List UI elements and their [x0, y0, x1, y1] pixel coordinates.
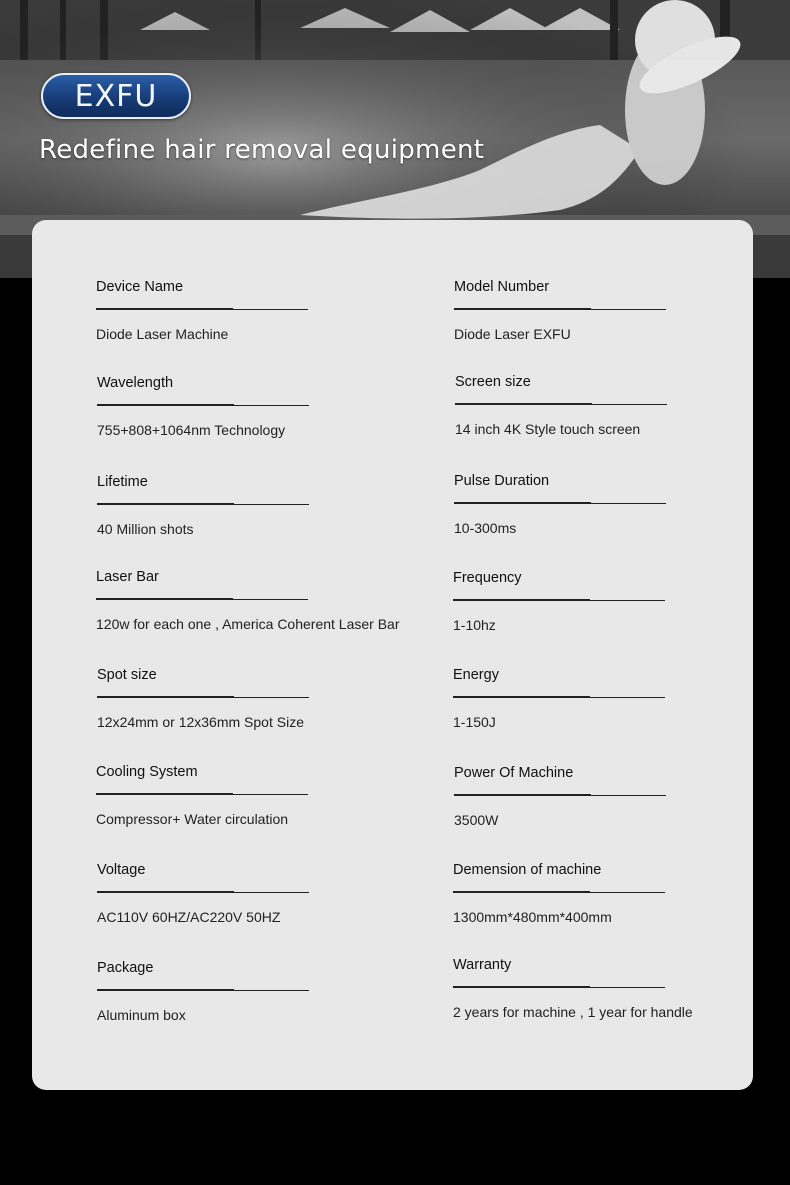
spec-package: [97, 958, 397, 1025]
spec-value: 1-10hz: [453, 617, 496, 633]
spec-pulse-duration: [454, 471, 754, 538]
spec-label: Frequency: [453, 570, 522, 586]
spec-label: Device Name: [96, 279, 184, 295]
spec-value: 1300mm*480mm*400mm: [453, 909, 612, 925]
spec-value: 14 inch 4K Style touch screen: [455, 421, 641, 437]
spec-divider: [454, 502, 666, 504]
spec-spot-size: [97, 665, 397, 732]
spec-label: Model Number: [454, 279, 550, 295]
spec-divider: [453, 599, 665, 601]
spec-divider: [96, 793, 308, 795]
spec-label: Laser Bar: [96, 569, 159, 585]
spec-value: 10-300ms: [454, 520, 517, 536]
spec-value: Diode Laser EXFU: [454, 326, 571, 342]
spec-label: Spot size: [97, 667, 157, 683]
spec-label: Lifetime: [97, 474, 148, 490]
spec-value: 40 Million shots: [97, 521, 194, 537]
spec-value: 120w for each one , America Coherent Laser Bar: [96, 616, 400, 632]
spec-label: Wavelength: [97, 375, 174, 391]
spec-value: Compressor+ Water circulation: [96, 811, 289, 827]
spec-divider: [97, 503, 309, 505]
spec-label: Power Of Machine: [454, 765, 574, 781]
spec-device-name: [96, 277, 396, 344]
spec-label: Demension of machine: [453, 862, 602, 878]
spec-divider: [97, 696, 309, 698]
spec-label: Energy: [453, 667, 499, 683]
spec-value: Aluminum box: [97, 1007, 186, 1023]
spec-value: Diode Laser Machine: [96, 326, 229, 342]
spec-energy: [453, 665, 753, 732]
spec-label: Warranty: [453, 957, 512, 973]
spec-divider: [455, 403, 667, 405]
spec-wavelength: [97, 373, 397, 440]
spec-value: AC110V 60HZ/AC220V 50HZ: [97, 909, 281, 925]
spec-divider: [454, 308, 666, 310]
spec-value: 3500W: [454, 812, 499, 828]
spec-divider: [97, 989, 309, 991]
logo-text: EXFU: [74, 78, 158, 114]
spec-value: 755+808+1064nm Technology: [97, 422, 286, 438]
spec-label: Voltage: [97, 862, 146, 878]
spec-screen-size: [455, 372, 755, 439]
spec-laser-bar: [96, 567, 400, 634]
spec-divider: [453, 891, 665, 893]
spec-card: [32, 220, 753, 1090]
spec-divider: [97, 891, 309, 893]
brand-logo: [41, 73, 191, 119]
spec-label: Screen size: [455, 374, 531, 390]
spec-divider: [97, 404, 309, 406]
spec-dimension-of-machine: [453, 860, 753, 927]
spec-value: 2 years for machine , 1 year for handle: [453, 1004, 693, 1020]
spec-label: Pulse Duration: [454, 473, 550, 489]
spec-voltage: [97, 860, 397, 927]
spec-divider: [453, 696, 665, 698]
spec-power-of-machine: [454, 763, 754, 830]
spec-label: Package: [97, 960, 154, 976]
spec-cooling-system: [96, 762, 396, 829]
spec-model-number: [454, 277, 754, 344]
spec-divider: [96, 598, 308, 600]
spec-value: 12x24mm or 12x36mm Spot Size: [97, 714, 304, 730]
spec-divider: [454, 794, 666, 796]
spec-lifetime: [97, 472, 397, 539]
spec-label: Cooling System: [96, 764, 198, 780]
spec-divider: [453, 986, 665, 988]
spec-frequency: [453, 568, 753, 635]
spec-divider: [96, 308, 308, 310]
spec-value: 1-150J: [453, 714, 496, 730]
spec-warranty: [453, 955, 753, 1022]
hero-tagline: Redefine hair removal equipment: [39, 135, 485, 165]
